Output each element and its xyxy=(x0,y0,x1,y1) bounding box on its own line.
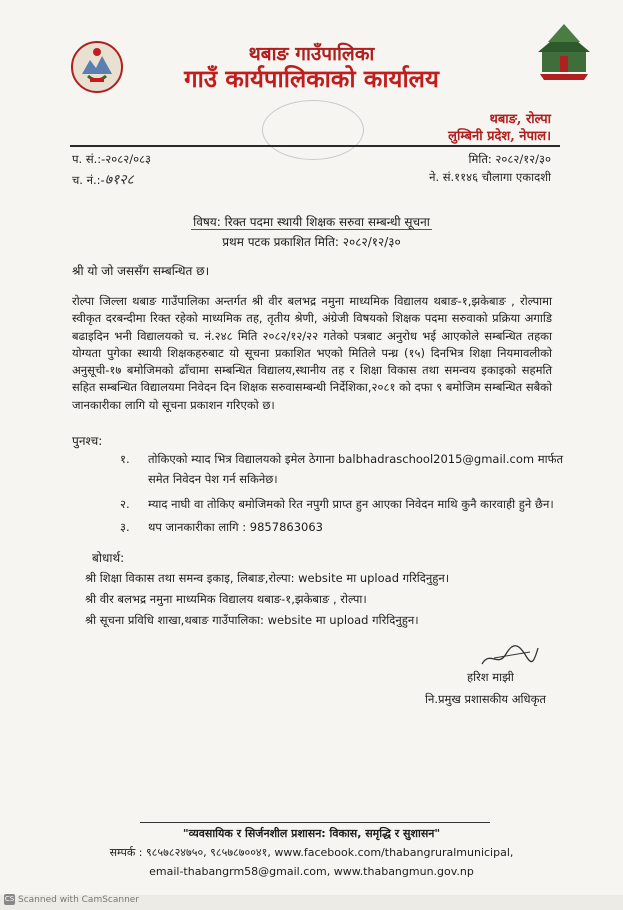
org-top-title: थबाङ गाउँपालिका xyxy=(248,43,375,65)
punashcha-label: पुनश्च: xyxy=(72,434,103,448)
letter-date: मिति: २०८२/१२/३० xyxy=(468,152,551,166)
item-2-number: २. xyxy=(120,497,130,511)
chalani-label: च. नं.:- xyxy=(72,173,105,187)
address-line-2: लुम्बिनी प्रदेश, नेपाल। xyxy=(448,129,551,144)
scanner-text: Scanned with CamScanner xyxy=(18,895,140,905)
org-main-title: गाउँ कार्यपालिकाको कार्यालय xyxy=(184,64,439,93)
chalani-handwritten: ७१२८ xyxy=(104,172,134,188)
item-2-text: म्याद नाघी वा तोकिए बमोजिमको रित नपुगी प्राप्त हुन आएका निवेदन माथि कुनै कारवाही हुने छैन। xyxy=(148,497,554,511)
item-1-line2: समेत निवेदन पेश गर्न सकिनेछ। xyxy=(148,472,278,486)
subject-text: विषय: रिक्त पदमा स्थायी शिक्षक सरुवा सम्बन्धी सूचना xyxy=(193,215,430,229)
item-3-text: थप जानकारीका लागि : 9857863063 xyxy=(148,520,323,534)
subject-line xyxy=(0,213,623,230)
camscanner-icon: CS xyxy=(4,895,15,903)
patra-sankhya: प. सं.:-२०८२/०८३ xyxy=(72,152,152,166)
chalani-number xyxy=(72,170,134,189)
item-1-number: १. xyxy=(120,452,130,466)
cc-item-1: श्री शिक्षा विकास तथा समन्व इकाइ, लिबाङ,रोल्पा: website मा upload गरिदिनुहुन। xyxy=(85,571,450,585)
salutation: श्री यो जो जससँग सम्बन्धित छ। xyxy=(72,264,210,278)
signature-scribble xyxy=(480,640,540,670)
scanner-watermark xyxy=(4,894,139,905)
address-line-1: थबाङ, रोल्पा xyxy=(489,112,551,127)
bodharth-label: बोधार्थ: xyxy=(92,551,125,565)
cc-item-2: श्री वीर बलभद्र नमुना माध्यमिक विद्यालय थबाङ-१,झकेबाङ , रोल्पा। xyxy=(85,592,367,606)
body-paragraph: रोल्पा जिल्ला थबाङ गाउँपालिका अन्तर्गत श्री वीर बलभद्र नमुना माध्यमिक विद्यालय थबाङ-१,झकेबाङ , रोल्पामा स्वीकृत दरबन्दीमा रिक्त रहेको माध्यमिक तह, तृतीय श्रेणी, अंग्रेजी विषयको शिक्षक पदमा सरुवाको प्रक्रिया अगाडि बढाइदिन भनी विद्यालयको च. नं.२४८ मिति २०८२/१२/२२ गतेको पत्रबाट अनुरोध भई आएकोले सम्बन्धित तहका योग्यता पुगेका स्थायी शिक्षकहरुबाट यो सूचना प्रकाशित भएको मितिले पन्ध्र (१५) दिनभित्र शिक्षा नियमावलीको अनुसूची-१७ बमोजिमको ढाँचामा सम्बन्धित विद्यालय,स्थानीय तह र शिक्षा विकास तथा समन्वय इकाइको सहमति सहित सम्बन्धित विद्यालयमा निवेदन दिन शिक्षक सरुवासम्बन्धी निर्देशिका,२०८१ को दफा ९ बमोजिम सम्बन्धित सबैको जानकारीका लागि यो सूचना प्रकाशन गरिएको छ। xyxy=(72,294,552,412)
faded-stamp xyxy=(262,100,364,160)
footer-contact: सम्पर्क : ९८५७८२४७५०, ९८५७८७००४१, www.facebook.com/thabangruralmunicipal, xyxy=(109,846,514,859)
footer-divider xyxy=(140,822,490,823)
header-divider xyxy=(70,145,560,147)
published-date: प्रथम पटक प्रकाशित मिति: २०८२/१२/३० xyxy=(222,235,401,249)
palace-emblem-icon xyxy=(534,20,594,82)
item-1-line1: तोकिएको म्याद भित्र विद्यालयको इमेल ठेगाना balbhadraschool2015@gmail.com मार्फत xyxy=(148,452,564,466)
signatory-name: हरिश माझी xyxy=(467,670,514,684)
nepal-sambat-date: ने. सं.११४६ चौलागा एकादशी xyxy=(429,170,551,184)
footer-email: email-thabangrm58@gmail.com, www.thabangmun.gov.np xyxy=(149,865,474,878)
signatory-title: नि.प्रमुख प्रशासकीय अधिकृत xyxy=(425,692,546,706)
cc-item-3: श्री सूचना प्रविधि शाखा,थबाङ गाउँपालिका: website मा upload गरिदिनुहुन। xyxy=(85,613,419,627)
item-3-number: ३. xyxy=(120,520,130,534)
footer-slogan: "व्यवसायिक र सिर्जनशील प्रशासन: विकास, समृद्धि र सुशासन" xyxy=(182,827,441,840)
